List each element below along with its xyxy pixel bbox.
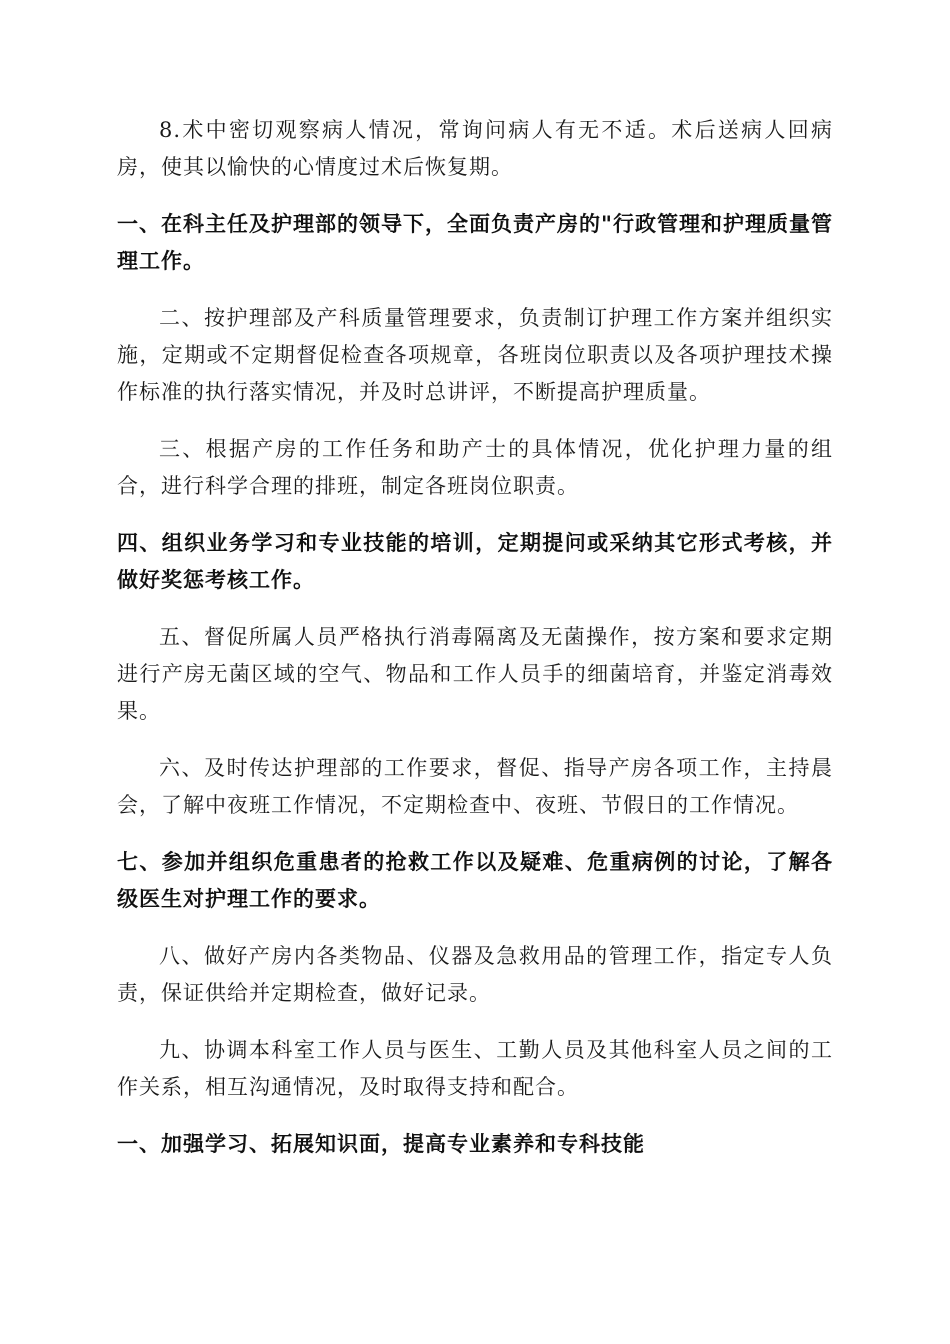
heading-section-learning: 一、加强学习、拓展知识面，提高专业素养和专科技能 xyxy=(117,1132,645,1156)
document-body xyxy=(117,112,833,1163)
heading-item-1: 一、在科主任及护理部的领导下，全面负责产房的"行政管理和护理质量管理工作。 xyxy=(117,212,833,273)
paragraph-item-3: 三、根据产房的工作任务和助产士的具体情况，优化护理力量的组合，进行科学合理的排班，制定各班岗位职责。 xyxy=(117,437,833,498)
paragraph-gap xyxy=(117,918,833,938)
paragraph-gap xyxy=(117,1106,833,1126)
paragraph-gap xyxy=(117,824,833,844)
paragraph-gap xyxy=(117,280,833,300)
paragraph-item-8: 八、做好产房内各类物品、仪器及急救用品的管理工作，指定专人负责，保证供给并定期检查，做好记录。 xyxy=(117,944,833,1005)
paragraph-gap xyxy=(117,411,833,431)
paragraph-gap xyxy=(117,599,833,619)
paragraph-gap xyxy=(117,1012,833,1032)
paragraph-gap xyxy=(117,730,833,750)
paragraph-gap xyxy=(117,186,833,206)
paragraph-item-5: 五、督促所属人员严格执行消毒隔离及无菌操作，按方案和要求定期进行产房无菌区域的空气、物品和工作人员手的细菌培育，并鉴定消毒效果。 xyxy=(117,625,833,723)
heading-item-7: 七、参加并组织危重患者的抢救工作以及疑难、危重病例的讨论，了解各级医生对护理工作的要求。 xyxy=(117,850,833,911)
paragraph-gap xyxy=(117,505,833,525)
paragraph-item-9: 九、协调本科室工作人员与医生、工勤人员及其他科室人员之间的工作关系，相互沟通情况，及时取得支持和配合。 xyxy=(117,1038,833,1099)
paragraph-intraop-care: 8.术中密切观察病人情况，常询问病人有无不适。术后送病人回病房，使其以愉快的心情度过术后恢复期。 xyxy=(117,118,833,179)
paragraph-item-2: 二、按护理部及产科质量管理要求，负责制订护理工作方案并组织实施，定期或不定期督促检查各项规章，各班岗位职责以及各项护理技术操作标准的执行落实情况，并及时总讲评，不断提高护理质量。 xyxy=(117,306,833,404)
heading-item-4: 四、组织业务学习和专业技能的培训，定期提问或采纳其它形式考核，并做好奖惩考核工作。 xyxy=(117,531,833,592)
paragraph-item-6: 六、及时传达护理部的工作要求，督促、指导产房各项工作，主持晨会，了解中夜班工作情况，不定期检查中、夜班、节假日的工作情况。 xyxy=(117,756,833,817)
